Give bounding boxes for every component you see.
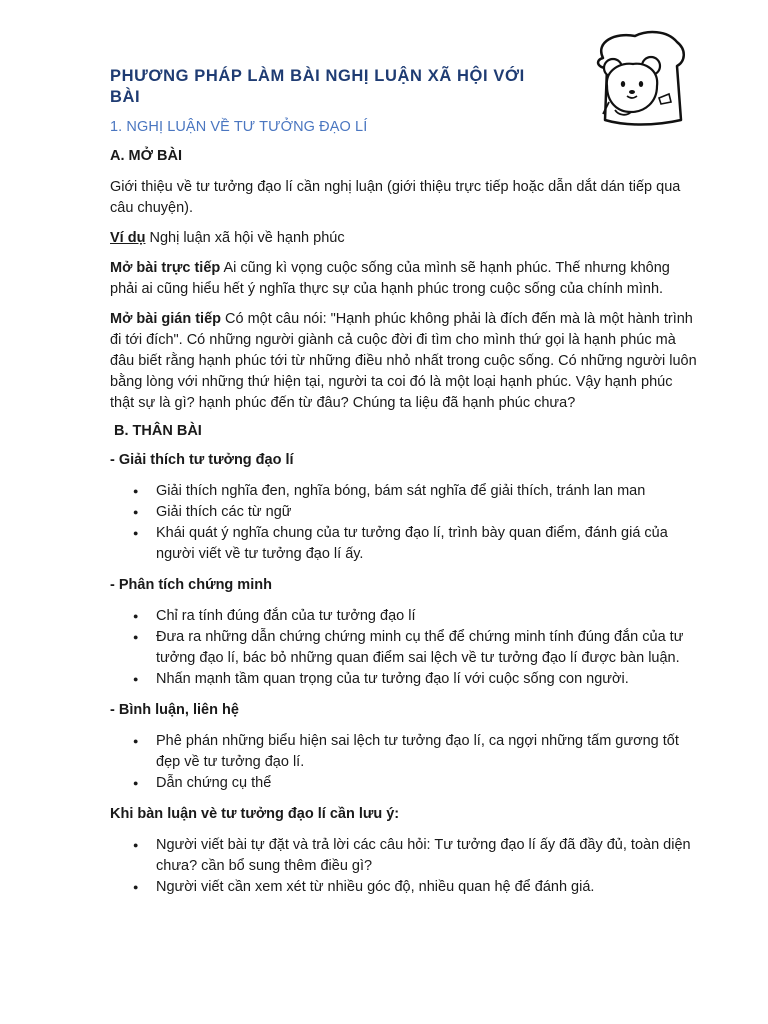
section-heading-1: 1. NGHỊ LUẬN VỀ TƯ TƯỞNG ĐẠO LÍ bbox=[110, 119, 368, 135]
list-item: ● Đưa ra những dẫn chứng chứng minh cụ thể để chứng minh tính đúng đắn của tư tưởng đạo lí, bác bỏ những quan điểm sai lệch về tư tưởng đạo lí được bàn luận. bbox=[156, 627, 700, 669]
vi-du-label: Ví dụ bbox=[110, 230, 146, 246]
giai-thich-heading: - Giải thích tư tưởng đạo lí bbox=[110, 452, 294, 468]
gian-tiep-label: Mở bài gián tiếp bbox=[110, 311, 222, 327]
list-item: ● Giải thích các từ ngữ bbox=[156, 502, 700, 523]
than-bai-heading: B. THÂN BÀI bbox=[110, 423, 202, 439]
vi-du-text: Nghị luận xã hội về hạnh phúc bbox=[145, 230, 345, 246]
mo-bai-heading: A. MỞ BÀI bbox=[110, 148, 182, 164]
list-item: ● Giải thích nghĩa đen, nghĩa bóng, bám sát nghĩa để giải thích, tránh lan man bbox=[156, 481, 700, 502]
list-item: ● Chỉ ra tính đúng đắn của tư tưởng đạo lí bbox=[156, 606, 700, 627]
vi-du-paragraph bbox=[110, 228, 700, 249]
truc-tiep-text: Ai cũng kì vọng cuộc sống của mình sẽ hạnh phúc. Thế nhưng không phải ai cũng hiểu hết ý nghĩa thực sự của hạnh phúc trong cuộc sống của chính mình. bbox=[110, 260, 670, 297]
list-item: ● Dẫn chứng cụ thể bbox=[156, 773, 700, 794]
title-trail: BÀI bbox=[110, 88, 141, 106]
mo-bai-intro: Giới thiệu về tư tưởng đạo lí cần nghị luận (giới thiệu trực tiếp hoặc dẫn dắt dán tiếp qua câu chuyện). bbox=[110, 179, 681, 216]
list-item: ● Người viết cần xem xét từ nhiều góc độ, nhiều quan hệ để đánh giá. bbox=[156, 877, 700, 898]
phan-tich-list bbox=[110, 606, 700, 690]
phan-tich-heading: - Phân tích chứng minh bbox=[110, 577, 272, 593]
gian-tiep-text: Có một câu nói: "Hạnh phúc không phải là đích đến mà là một hành trình đi tới đích". Có những người giành cả cuộc đời đi tìm cho mình thứ gọi là hạnh phúc mà đâu biết rằng hạnh phúc tới từ những điều nhỏ nhất trong cuộc sống. Có những người luôn bằng lòng với những thứ hiện tại, người ta coi đó là một loại hạnh phúc. Vậy hạnh phúc thật sự là gì? hạnh phúc đến từ đâu? Chúng ta liệu đã hạnh phúc chưa? bbox=[110, 311, 697, 411]
mo-bai-truc-tiep bbox=[110, 258, 700, 300]
binh-luan-list bbox=[110, 731, 700, 794]
list-item: ● Nhấn mạnh tầm quan trọng của tư tưởng đạo lí với cuộc sống con người. bbox=[156, 669, 700, 690]
document-title bbox=[110, 66, 580, 108]
luu-y-list bbox=[110, 835, 700, 898]
list-item: ● Khái quát ý nghĩa chung của tư tưởng đạo lí, trình bày quan điểm, đánh giá của người viết về tư tưởng đạo lí ấy. bbox=[156, 523, 700, 565]
list-item: ● Phê phán những biểu hiện sai lệch tư tưởng đạo lí, ca ngợi những tấm gương tốt đẹp về tư tưởng đạo lí. bbox=[156, 731, 700, 773]
bear-in-toast-icon bbox=[585, 28, 695, 128]
document-page bbox=[110, 66, 700, 910]
title-text: PHƯƠNG PHÁP LÀM BÀI NGHỊ LUẬN XÃ HỘI VỚI bbox=[110, 67, 525, 85]
luu-y-heading: Khi bàn luận vè tư tưởng đạo lí cần lưu ý: bbox=[110, 806, 400, 822]
list-item: ● Người viết bài tự đặt và trả lời các câu hỏi: Tư tưởng đạo lí ấy đã đầy đủ, toàn diện chưa? cần bổ sung thêm điều gì? bbox=[156, 835, 700, 877]
mo-bai-gian-tiep bbox=[110, 309, 700, 414]
binh-luan-heading: - Bình luận, liên hệ bbox=[110, 702, 239, 718]
truc-tiep-label: Mở bài trực tiếp bbox=[110, 260, 221, 276]
giai-thich-list bbox=[110, 481, 700, 565]
